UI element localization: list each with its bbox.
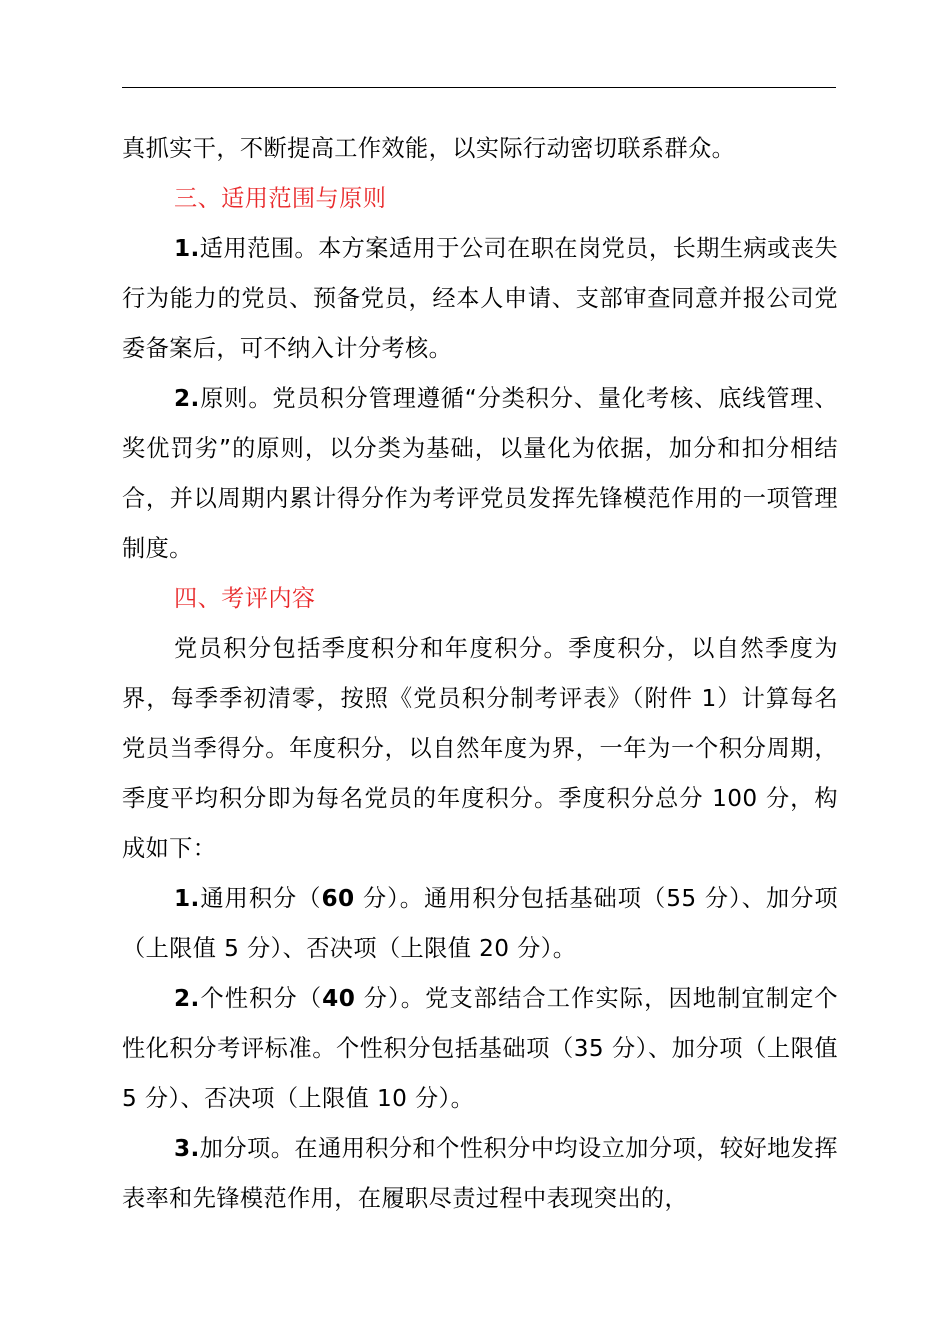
section-heading-3: 三、适用范围与原则 (174, 185, 387, 212)
paragraph-principle (122, 374, 838, 574)
item-text: 个性积分（ (199, 985, 323, 1012)
paragraph-bonus-items (122, 1124, 838, 1224)
header-rule (122, 87, 836, 88)
document-body (122, 124, 838, 1224)
paragraph-general-points (122, 874, 838, 974)
item-text: 适用范围。本方案适用于公司在职在岗党员，长期生病或丧失行为能力的党员、预备党员，经本人申请、支部审查同意并报公司党委备案后，可不纳入计分考核。 (122, 235, 838, 362)
item-number: 3. (174, 1135, 200, 1162)
paragraph-intro: 真抓实干，不断提高工作效能，以实际行动密切联系群众。 (122, 135, 736, 162)
item-text: 原则。党员积分管理遵循“分类积分、量化考核、底线管理、奖优罚劣”的原则，以分类为基础，以量化为依据，加分和扣分相结合，并以周期内累计得分作为考评党员发挥先锋模范作用的一项管理制度。 (122, 385, 838, 562)
paragraph-evaluation: 党员积分包括季度积分和年度积分。季度积分，以自然季度为界，每季季初清零，按照《党员积分制考评表》（附件 1）计算每名党员当季得分。年度积分，以自然年度为界，一年为一个积分周期，季度平均积分即为每名党员的年度积分。季度积分总分 100 分，构成如下： (122, 635, 838, 862)
item-text: 通用积分（ (199, 885, 322, 912)
item-text: 分）。通用积分包括基础项（55 分）、加分项（上限值 5 分）、否决项（上限值 20 分）。 (122, 885, 839, 962)
item-number: 2. (174, 985, 200, 1012)
item-score: 40 (322, 985, 356, 1012)
item-number: 2. (174, 385, 200, 412)
section-heading-4: 四、考评内容 (174, 585, 316, 612)
item-score: 60 (321, 885, 355, 912)
item-text: 分）。党支部结合工作实际，因地制宜制定个性化积分考评标准。个性积分包括基础项（35 分）、加分项（上限值 5 分）、否决项（上限值 10 分）。 (122, 985, 839, 1112)
item-number: 1. (174, 235, 200, 262)
item-number: 1. (174, 885, 200, 912)
item-text: 加分项。在通用积分和个性积分中均设立加分项，较好地发挥表率和先锋模范作用，在履职尽责过程中表现突出的， (122, 1135, 838, 1212)
paragraph-scope (122, 224, 838, 374)
paragraph-personal-points (122, 974, 838, 1124)
